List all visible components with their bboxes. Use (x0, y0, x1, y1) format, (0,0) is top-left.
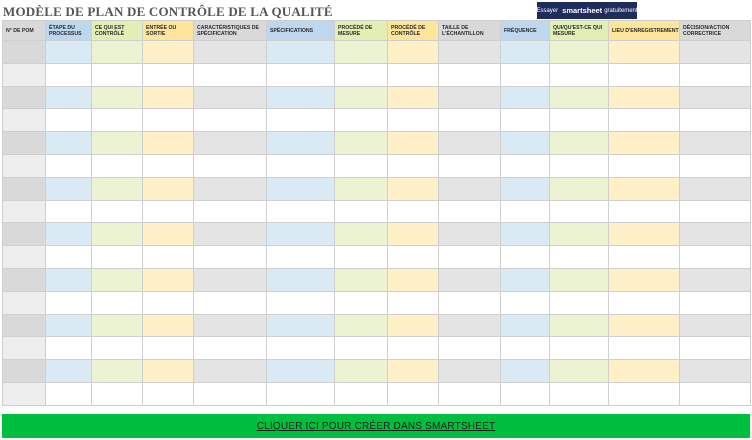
table-cell[interactable] (501, 337, 550, 360)
quality-control-table (2, 20, 751, 406)
table-cell[interactable] (92, 177, 143, 200)
table-cell[interactable] (3, 63, 46, 86)
table-cell[interactable] (92, 132, 143, 155)
table-cell[interactable] (609, 223, 680, 246)
table-cell[interactable] (143, 200, 194, 223)
table-cell[interactable] (388, 86, 439, 109)
table-cell[interactable] (388, 200, 439, 223)
table-cell[interactable] (680, 86, 751, 109)
table-cell[interactable] (92, 41, 143, 64)
table-cell[interactable] (439, 337, 501, 360)
column-header: QUI/QU'EST-CE QUI MESURE (550, 21, 609, 41)
table-cell[interactable] (92, 382, 143, 405)
table-cell[interactable] (143, 63, 194, 86)
table-cell[interactable] (550, 41, 609, 64)
table-row (3, 268, 751, 291)
table-cell[interactable] (335, 41, 388, 64)
table-cell[interactable] (3, 154, 46, 177)
table-cell[interactable] (3, 200, 46, 223)
table-cell[interactable] (609, 109, 680, 132)
table-cell[interactable] (143, 314, 194, 337)
table-row (3, 200, 751, 223)
table-cell[interactable] (143, 360, 194, 383)
table-cell[interactable] (680, 132, 751, 155)
table-cell[interactable] (501, 223, 550, 246)
table-cell[interactable] (335, 337, 388, 360)
table-cell[interactable] (143, 337, 194, 360)
table-cell[interactable] (3, 246, 46, 269)
table-cell[interactable] (501, 382, 550, 405)
table-cell[interactable] (46, 223, 92, 246)
banner-suffix: gratuitement (604, 7, 638, 14)
table-cell[interactable] (92, 223, 143, 246)
table-cell[interactable] (388, 41, 439, 64)
table-cell[interactable] (143, 177, 194, 200)
table-cell[interactable] (92, 154, 143, 177)
table-cell[interactable] (501, 41, 550, 64)
table-cell[interactable] (439, 360, 501, 383)
table-cell[interactable] (550, 86, 609, 109)
table-cell[interactable] (609, 86, 680, 109)
table-cell[interactable] (388, 223, 439, 246)
table-cell[interactable] (267, 246, 335, 269)
table-cell[interactable] (194, 223, 267, 246)
table-cell[interactable] (439, 223, 501, 246)
table-cell[interactable] (335, 86, 388, 109)
table-cell[interactable] (388, 246, 439, 269)
table-cell[interactable] (3, 360, 46, 383)
table-cell[interactable] (680, 63, 751, 86)
table-cell[interactable] (680, 109, 751, 132)
table-cell[interactable] (439, 132, 501, 155)
table-cell[interactable] (501, 314, 550, 337)
table-cell[interactable] (388, 337, 439, 360)
table-cell[interactable] (194, 291, 267, 314)
table-cell[interactable] (501, 86, 550, 109)
column-header: CE QUI EST CONTRÔLÉ (92, 21, 143, 41)
column-header: CARACTÉRISTIQUES DE SPÉCIFICATION (194, 21, 267, 41)
table-cell[interactable] (46, 360, 92, 383)
table-cell[interactable] (501, 200, 550, 223)
table-cell[interactable] (267, 132, 335, 155)
table-cell[interactable] (439, 314, 501, 337)
table-cell[interactable] (388, 109, 439, 132)
table-cell[interactable] (194, 268, 267, 291)
table-cell[interactable] (143, 86, 194, 109)
table-cell[interactable] (609, 314, 680, 337)
table-cell[interactable] (194, 246, 267, 269)
table-cell[interactable] (609, 291, 680, 314)
table-cell[interactable] (335, 109, 388, 132)
create-in-smartsheet-button[interactable] (2, 414, 750, 438)
table-cell[interactable] (46, 132, 92, 155)
table-cell[interactable] (194, 200, 267, 223)
table-cell[interactable] (46, 246, 92, 269)
table-cell[interactable] (143, 246, 194, 269)
table-cell[interactable] (194, 41, 267, 64)
table-cell[interactable] (194, 382, 267, 405)
table-cell[interactable] (143, 382, 194, 405)
table-cell[interactable] (194, 86, 267, 109)
table-cell[interactable] (267, 63, 335, 86)
table-cell[interactable] (267, 360, 335, 383)
table-cell[interactable] (550, 382, 609, 405)
table-cell[interactable] (439, 86, 501, 109)
table-cell[interactable] (439, 382, 501, 405)
table-cell[interactable] (680, 154, 751, 177)
table-cell[interactable] (501, 154, 550, 177)
column-header: N° DE POM (3, 21, 46, 41)
table-cell[interactable] (680, 268, 751, 291)
table-cell[interactable] (550, 223, 609, 246)
table-cell[interactable] (194, 360, 267, 383)
table-cell[interactable] (388, 177, 439, 200)
table-cell[interactable] (143, 291, 194, 314)
column-header: ÉTAPE DU PROCESSUS (46, 21, 92, 41)
table-cell[interactable] (3, 291, 46, 314)
table-cell[interactable] (46, 41, 92, 64)
table-cell[interactable] (501, 291, 550, 314)
table-cell[interactable] (335, 268, 388, 291)
column-header: PROCÉDÉ DE CONTRÔLE (388, 21, 439, 41)
table-cell[interactable] (388, 268, 439, 291)
table-cell[interactable] (439, 291, 501, 314)
table-cell[interactable] (143, 132, 194, 155)
table-row (3, 41, 751, 64)
table-cell[interactable] (501, 268, 550, 291)
table-cell[interactable] (267, 154, 335, 177)
table-row (3, 382, 751, 405)
table-cell[interactable] (194, 132, 267, 155)
table-cell[interactable] (501, 246, 550, 269)
table-cell[interactable] (609, 154, 680, 177)
table-cell[interactable] (194, 63, 267, 86)
table-cell[interactable] (680, 360, 751, 383)
table-cell[interactable] (92, 314, 143, 337)
table-cell[interactable] (46, 268, 92, 291)
table-cell[interactable] (550, 109, 609, 132)
page-title: MODÈLE DE PLAN DE CONTRÔLE DE LA QUALITÉ (3, 4, 333, 19)
table-cell[interactable] (143, 154, 194, 177)
table-cell[interactable] (3, 337, 46, 360)
table-cell[interactable] (335, 246, 388, 269)
table-cell[interactable] (609, 177, 680, 200)
table-cell[interactable] (46, 109, 92, 132)
table-cell[interactable] (3, 86, 46, 109)
table-cell[interactable] (550, 154, 609, 177)
table-cell[interactable] (3, 109, 46, 132)
table-cell[interactable] (501, 109, 550, 132)
table-cell[interactable] (92, 360, 143, 383)
table-cell[interactable] (501, 360, 550, 383)
table-cell[interactable] (609, 382, 680, 405)
table-cell[interactable] (46, 382, 92, 405)
table-cell[interactable] (3, 223, 46, 246)
table-cell[interactable] (46, 291, 92, 314)
table-row (3, 109, 751, 132)
table-cell[interactable] (267, 86, 335, 109)
table-row (3, 337, 751, 360)
table-cell[interactable] (335, 132, 388, 155)
table-cell[interactable] (388, 382, 439, 405)
table-cell[interactable] (609, 41, 680, 64)
table-cell[interactable] (143, 41, 194, 64)
table-cell[interactable] (550, 132, 609, 155)
table-cell[interactable] (194, 314, 267, 337)
table-cell[interactable] (46, 63, 92, 86)
table-cell[interactable] (3, 268, 46, 291)
table-cell[interactable] (609, 246, 680, 269)
table-cell[interactable] (439, 268, 501, 291)
column-header: LIEU D'ENREGISTREMENT (609, 21, 680, 41)
table-cell[interactable] (46, 314, 92, 337)
table-cell[interactable] (194, 337, 267, 360)
table-cell[interactable] (550, 200, 609, 223)
banner-prefix: Essayer (536, 7, 559, 14)
table-cell[interactable] (439, 177, 501, 200)
banner-brand: smartsheet (562, 6, 603, 15)
table-cell[interactable] (267, 109, 335, 132)
table-cell[interactable] (439, 200, 501, 223)
table-cell[interactable] (550, 360, 609, 383)
table-cell[interactable] (550, 291, 609, 314)
table-cell[interactable] (143, 223, 194, 246)
table-cell[interactable] (335, 360, 388, 383)
table-cell[interactable] (335, 291, 388, 314)
table-cell[interactable] (680, 314, 751, 337)
table-cell[interactable] (92, 63, 143, 86)
table-cell[interactable] (388, 291, 439, 314)
table-cell[interactable] (680, 200, 751, 223)
column-header: FRÉQUENCE (501, 21, 550, 41)
table-cell[interactable] (92, 246, 143, 269)
table-cell[interactable] (3, 382, 46, 405)
column-header: DÉCISION/ACTION CORRECTRICE (680, 21, 751, 41)
table-cell[interactable] (92, 200, 143, 223)
smartsheet-trial-banner[interactable] (537, 2, 637, 19)
table-row (3, 360, 751, 383)
table-cell[interactable] (609, 360, 680, 383)
table-cell[interactable] (267, 223, 335, 246)
table-cell[interactable] (194, 109, 267, 132)
table-cell[interactable] (550, 268, 609, 291)
table-cell[interactable] (194, 177, 267, 200)
table-cell[interactable] (335, 314, 388, 337)
table-cell[interactable] (92, 268, 143, 291)
table-cell[interactable] (439, 63, 501, 86)
table-row (3, 291, 751, 314)
table-cell[interactable] (46, 337, 92, 360)
table-cell[interactable] (388, 63, 439, 86)
table-cell[interactable] (92, 86, 143, 109)
table-cell[interactable] (501, 63, 550, 86)
table-cell[interactable] (267, 291, 335, 314)
table-cell[interactable] (3, 41, 46, 64)
table-cell[interactable] (3, 177, 46, 200)
table-row (3, 86, 751, 109)
table-cell[interactable] (267, 177, 335, 200)
table-cell[interactable] (3, 132, 46, 155)
table-cell[interactable] (501, 132, 550, 155)
table-row (3, 223, 751, 246)
table-cell[interactable] (92, 337, 143, 360)
table-cell[interactable] (680, 337, 751, 360)
table-cell[interactable] (267, 314, 335, 337)
table-cell[interactable] (267, 268, 335, 291)
table-cell[interactable] (92, 109, 143, 132)
table-cell[interactable] (609, 337, 680, 360)
table-cell[interactable] (439, 154, 501, 177)
table-cell[interactable] (439, 109, 501, 132)
table-cell[interactable] (335, 154, 388, 177)
table-cell[interactable] (46, 86, 92, 109)
table-cell[interactable] (46, 200, 92, 223)
column-header: ENTRÉE OU SORTIE (143, 21, 194, 41)
table-cell[interactable] (550, 337, 609, 360)
table-cell[interactable] (388, 132, 439, 155)
create-in-smartsheet-label: CLIQUER ICI POUR CRÉER DANS SMARTSHEET (256, 420, 496, 432)
table-cell[interactable] (680, 223, 751, 246)
table-cell[interactable] (3, 314, 46, 337)
table-row (3, 246, 751, 269)
table-header-row (3, 21, 751, 41)
table-cell[interactable] (501, 177, 550, 200)
table-cell[interactable] (550, 314, 609, 337)
column-header: PROCÉDÉ DE MESURE (335, 21, 388, 41)
table-cell[interactable] (680, 291, 751, 314)
table-cell[interactable] (335, 177, 388, 200)
table-cell[interactable] (680, 246, 751, 269)
table-cell[interactable] (335, 200, 388, 223)
table-cell[interactable] (609, 63, 680, 86)
table-cell[interactable] (550, 177, 609, 200)
table-cell[interactable] (609, 268, 680, 291)
table-cell[interactable] (680, 41, 751, 64)
table-cell[interactable] (335, 382, 388, 405)
table-row (3, 154, 751, 177)
table-cell[interactable] (388, 360, 439, 383)
table-cell[interactable] (267, 337, 335, 360)
table-cell[interactable] (388, 314, 439, 337)
table-row (3, 132, 751, 155)
table-cell[interactable] (609, 200, 680, 223)
table-cell[interactable] (143, 109, 194, 132)
table-cell[interactable] (439, 246, 501, 269)
table-cell[interactable] (267, 41, 335, 64)
table-row (3, 63, 751, 86)
column-header: SPÉCIFICATIONS (267, 21, 335, 41)
table-cell[interactable] (609, 132, 680, 155)
table-cell[interactable] (267, 382, 335, 405)
table-cell[interactable] (439, 41, 501, 64)
table-cell[interactable] (680, 177, 751, 200)
table-cell[interactable] (46, 177, 92, 200)
table-cell[interactable] (92, 291, 143, 314)
table-row (3, 177, 751, 200)
table-cell[interactable] (267, 200, 335, 223)
table-cell[interactable] (194, 154, 267, 177)
table-row (3, 314, 751, 337)
table-cell[interactable] (46, 154, 92, 177)
column-header: TAILLE DE L'ÉCHANTILLON (439, 21, 501, 41)
table-cell[interactable] (680, 382, 751, 405)
table-cell[interactable] (335, 223, 388, 246)
table-cell[interactable] (388, 154, 439, 177)
table-cell[interactable] (550, 246, 609, 269)
table-cell[interactable] (550, 63, 609, 86)
table-cell[interactable] (335, 63, 388, 86)
table-cell[interactable] (143, 268, 194, 291)
